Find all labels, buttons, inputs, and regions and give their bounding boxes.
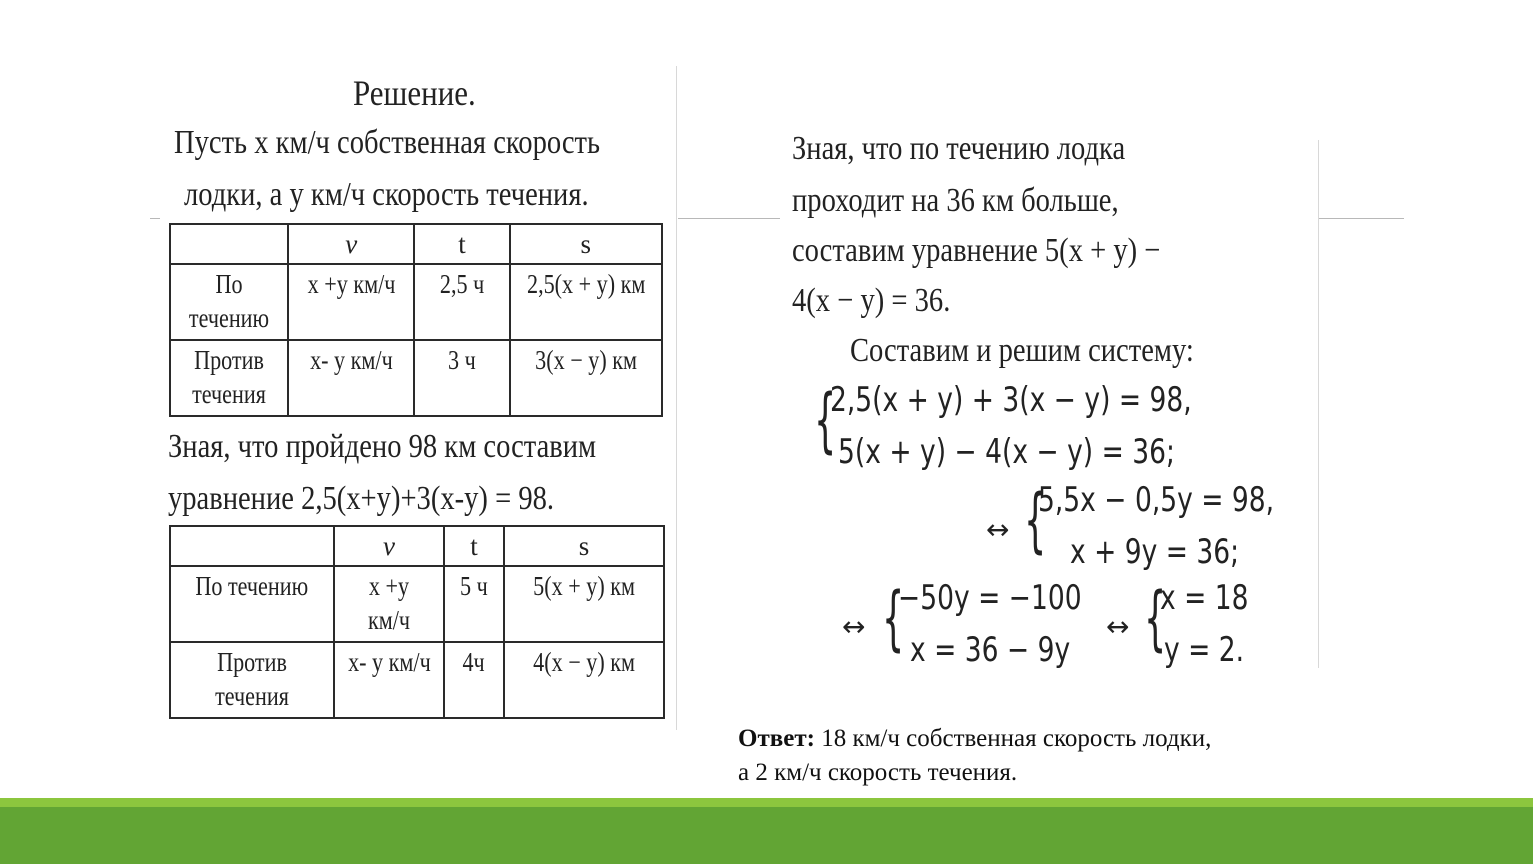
table-cell: 3 ч [414,340,509,416]
table-downstream-upstream-1 [169,223,663,417]
answer-block [738,722,1211,790]
table-cell [170,526,334,566]
right-line-5: Составим и решим систему: [850,332,1194,369]
table-cell: 2,5(x + y) км [510,264,662,340]
table-cell: 5(x + y) км [504,566,664,642]
table-row [170,224,662,264]
answer-line-1 [738,722,1211,756]
table-cell: x +y км/ч [288,264,414,340]
intro-line-2: лодки, а y км/ч скорость течения. [184,176,589,213]
table-cell: Против течения [170,340,288,416]
guide-line-right [1318,218,1404,219]
brace-icon: { [1144,577,1167,659]
table-cell [170,224,288,264]
right-line-1: Зная, что по течению лодка [792,130,1126,167]
system1-eq1: 2,5(x + y) + 3(x − y) = 98, [830,380,1192,420]
guide-vline-left [676,66,677,730]
table-cell: По течению [170,566,334,642]
equivalence-arrow: ↔ [1106,610,1130,643]
right-line-4: 4(x − y) = 36. [792,282,951,319]
system4-eq1: x = 18 [1160,578,1249,618]
guide-vline-right [1318,140,1319,668]
system3-eq2: x = 36 − 9y [910,630,1071,670]
table-row [170,264,662,340]
right-line-3: составим уравнение 5(x + y) − [792,232,1161,269]
table-cell: Против течения [170,642,334,718]
table-cell: 5 ч [444,566,504,642]
answer-label: Ответ: [738,725,815,752]
footer-bar [0,807,1533,864]
system2-eq1: 5,5x − 0,5y = 98, [1038,480,1275,520]
table-downstream-upstream-2 [169,525,665,719]
brace-icon: { [882,577,905,659]
table-row [170,566,664,642]
table-cell: s [510,224,662,264]
system3-eq1: −50y = −100 [898,578,1082,618]
table-cell: x- y км/ч [288,340,414,416]
table-cell: 4ч [444,642,504,718]
mid-line-1: Зная, что пройдено 98 км составим [168,428,597,465]
answer-line-2: а 2 км/ч скорость течения. [738,759,1018,786]
table-cell: x- y км/ч [334,642,444,718]
system4-eq2: y = 2. [1164,630,1245,670]
table-row [170,526,664,566]
table-cell: s [504,526,664,566]
system1-eq2: 5(x + y) − 4(x − y) = 36; [838,432,1175,472]
footer-accent-bar [0,798,1533,807]
guide-line-mid [678,218,788,219]
solution-heading: Решение. [353,73,476,113]
table-cell: По течению [170,264,288,340]
mid-line-2: уравнение 2,5(x+y)+3(x-y) = 98. [168,480,555,517]
equivalence-arrow: ↔ [842,610,866,643]
right-solution-image [780,118,1318,668]
table-cell: 4(x − y) км [504,642,664,718]
table-cell: t [414,224,509,264]
right-line-2: проходит на 36 км больше, [792,182,1119,219]
table-cell: 2,5 ч [414,264,509,340]
brace-icon: { [814,379,837,461]
equivalence-arrow: ↔ [986,513,1010,546]
table-cell: t [444,526,504,566]
table-cell: x +y км/ч [334,566,444,642]
table-cell: 3(x − y) км [510,340,662,416]
table-row [170,340,662,416]
table-cell: v [288,224,414,264]
table-row [170,642,664,718]
intro-line-1: Пусть x км/ч собственная скорость [174,124,601,161]
brace-icon: { [1024,479,1047,561]
left-solution-image [160,66,676,730]
answer-text-1: 18 км/ч собственная скорость лодки, [814,725,1212,752]
table-cell: v [334,526,444,566]
system2-eq2: x + 9y = 36; [1070,532,1240,572]
